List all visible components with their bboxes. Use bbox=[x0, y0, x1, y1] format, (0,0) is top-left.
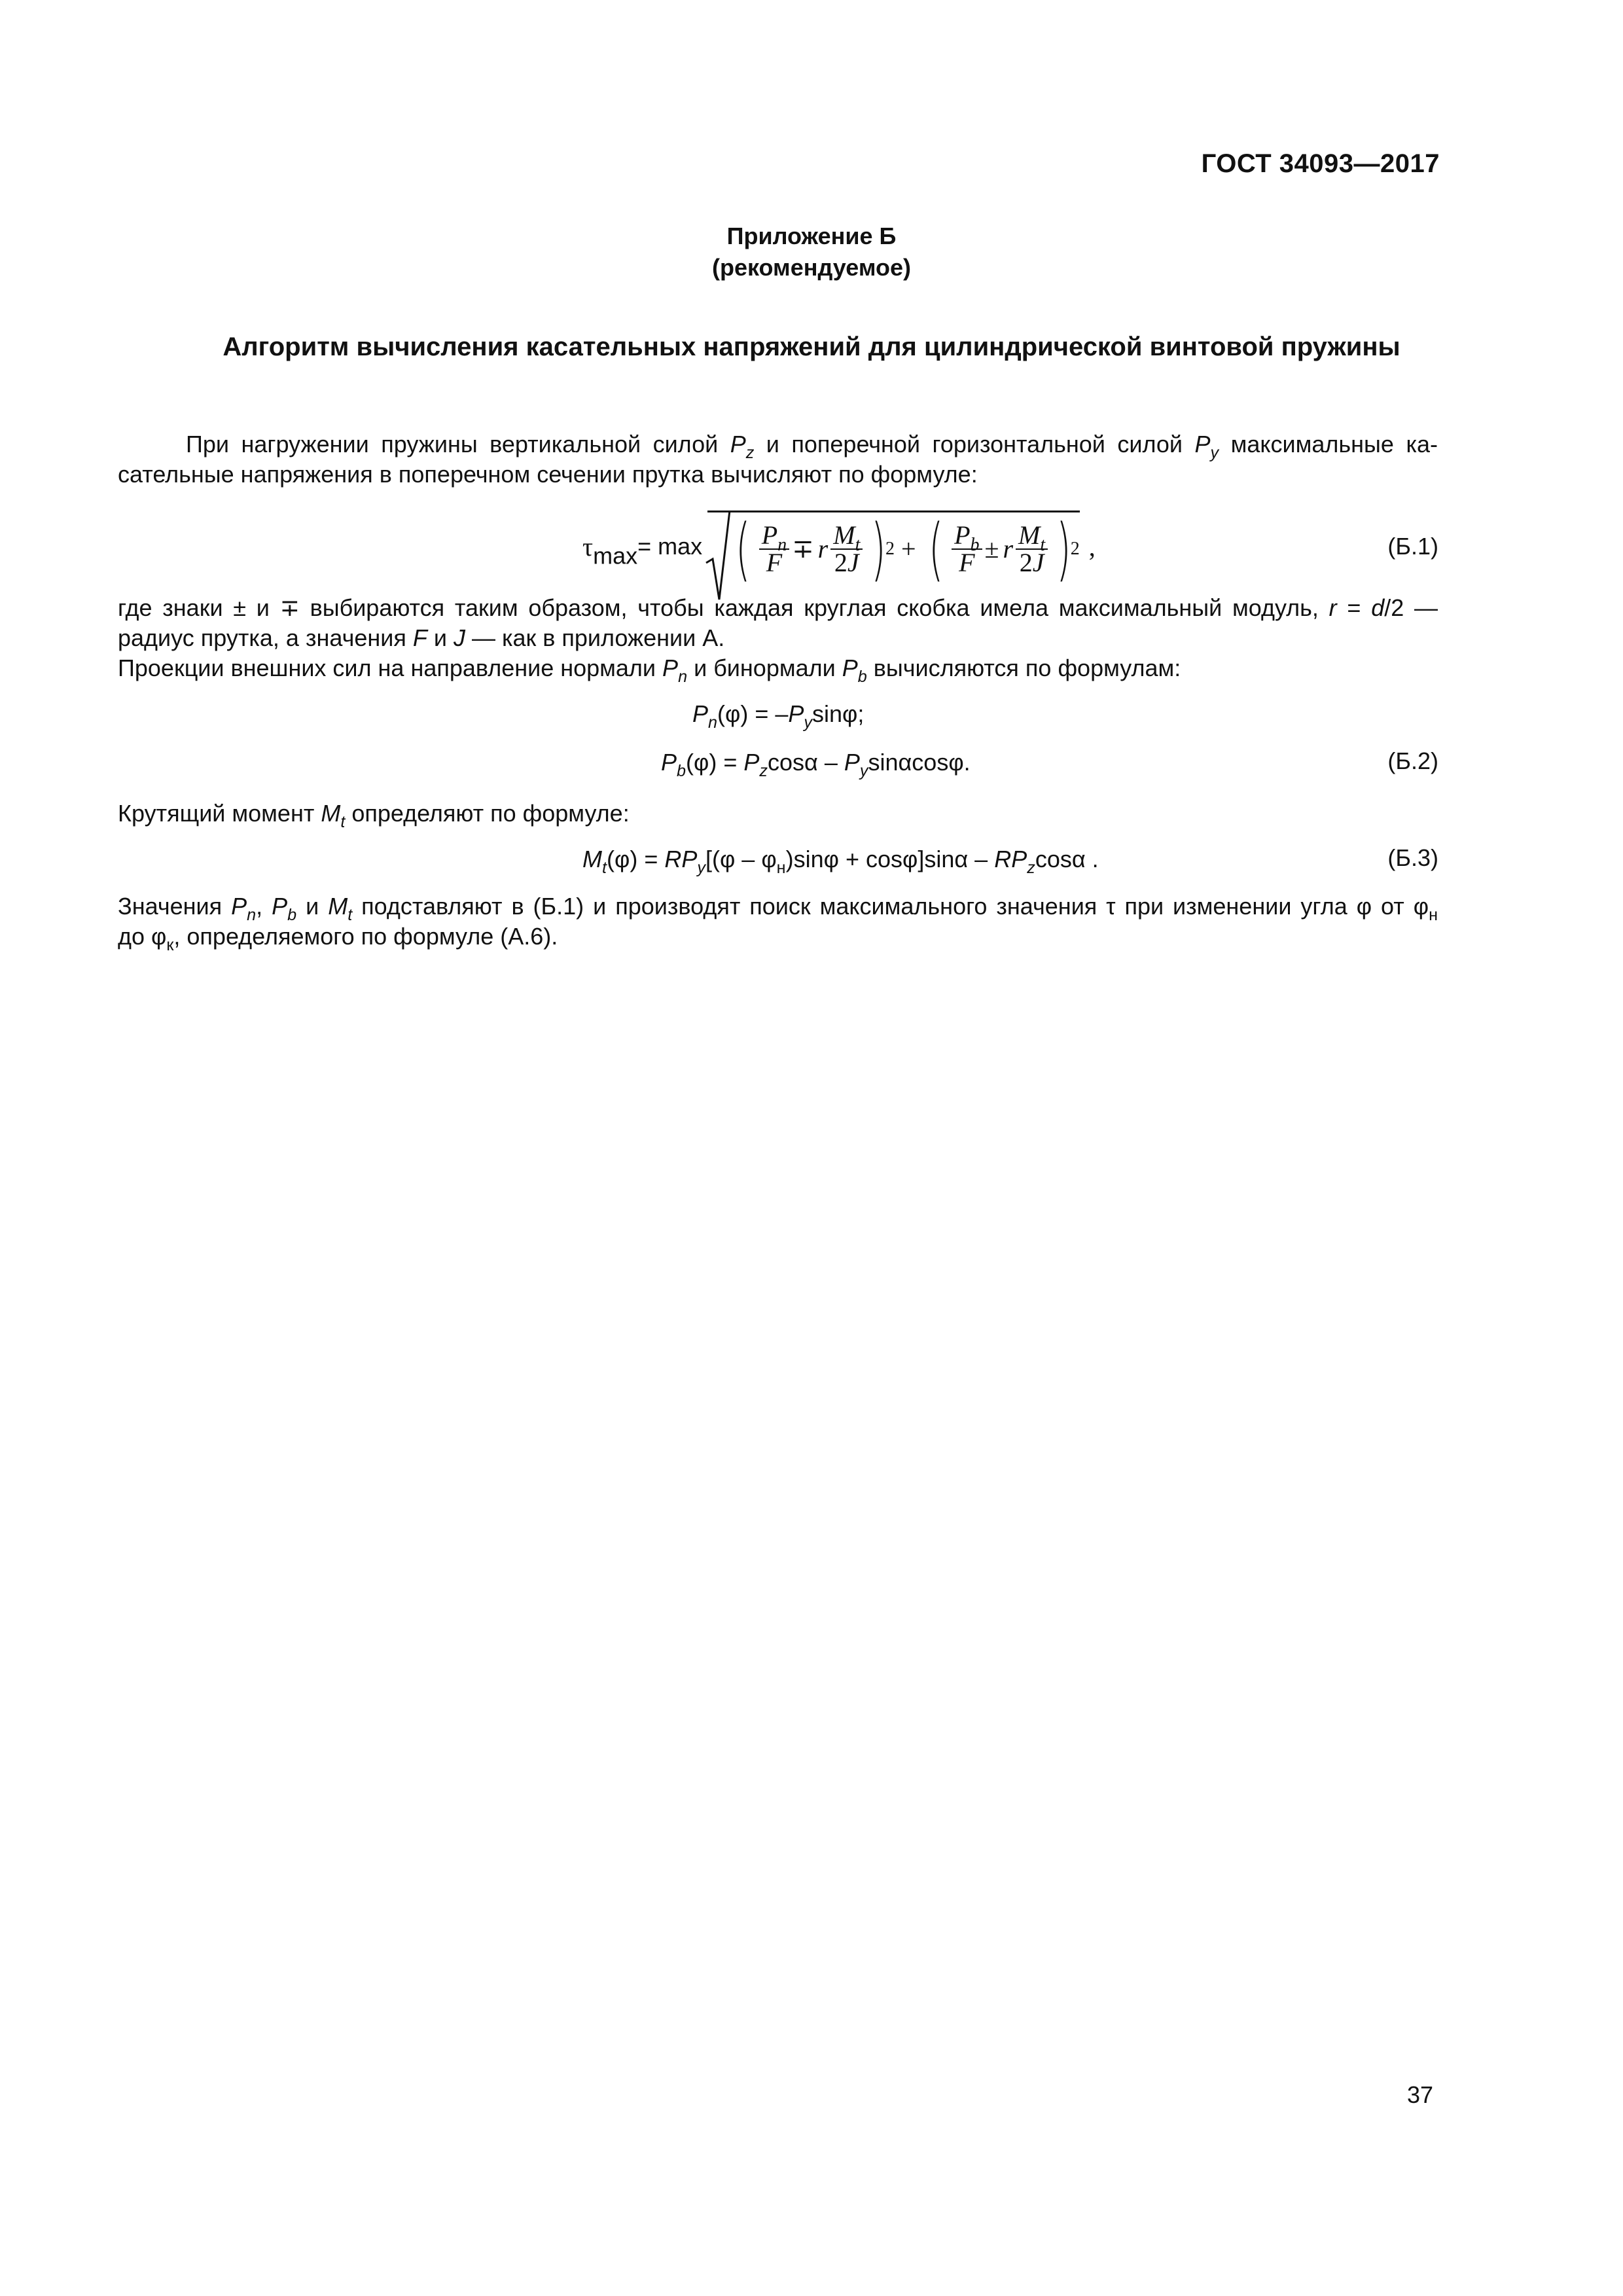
formula-b2-line-1: $P_n(\varphi) = -P_y\sin\varphi$; bbox=[692, 700, 865, 732]
standard-header: ГОСТ 34093—2017 bbox=[1201, 149, 1440, 178]
formula-b2-line-2: $P_b(\varphi) = P_z\cos\alpha - P_y\sin\alpha\cos\varphi$. bbox=[661, 749, 971, 780]
equation-number-b3: (Б.3) bbox=[1387, 844, 1438, 871]
final-line-2: до $\varphi_к$, определяемого по формуле (А.6). bbox=[118, 923, 558, 954]
formula-b3: $M_t(\varphi) = RP_y[(\varphi - \varphi_н)\sin\varphi + \cos\varphi]\sin\alpha - RP_z\cos\alpha$ . bbox=[582, 846, 1099, 877]
page-number: 37 bbox=[1406, 2081, 1433, 2108]
intro-line-2: сательные напряжения в поперечном сечении прутка вычисляют по формуле: bbox=[118, 461, 978, 488]
torque-line: Крутящий момент $M_t$ определяют по формуле: bbox=[118, 800, 630, 831]
equation-number-b1: (Б.1) bbox=[1387, 533, 1438, 560]
where-line-3: Проекции внешних сил на направление нормали $P_n$ и бинормали $P_b$ вычисляются по формулам: bbox=[118, 655, 1181, 686]
sqrt-sign: ( $\frac{P_n}{F}$ ∓ r $\frac{M_t}{2J}$ ) 2 + ( $\frac{P_b}{F}$ ± r $\frac{M_t}{2J}$ ) 2 bbox=[707, 511, 1080, 583]
appendix-status: (рекомендуемое) bbox=[712, 254, 911, 281]
appendix-label: Приложение Б bbox=[726, 223, 897, 249]
equation-number-b2: (Б.2) bbox=[1387, 747, 1438, 774]
final-line-1: Значения $P_n$, $P_b$ и $M_t$ подставляют в (Б.1) и производят поиск максимального значения τ при изменении угла φ от $\varphi_н$ bbox=[118, 893, 1438, 924]
where-line-2: радиус прутка, а значения F и J — как в приложении А. bbox=[118, 624, 725, 651]
where-line-1: где знаки ± и ∓ выбираются таким образом, чтобы каждая круглая скобка имела максимальный модуль, r = d/2 — bbox=[118, 594, 1438, 621]
intro-line-1: При нагружении пружины вертикальной силой $P_z$ и поперечной горизонтальной силой $P_y$ максимальные ка- bbox=[186, 431, 1438, 462]
appendix-title: Алгоритм вычисления касательных напряжений для цилиндрической винтовой пружины bbox=[223, 332, 1400, 361]
formula-b1: $\tau_{max}$ = max ( $\frac{P_n}{F}$ ∓ r $\frac{M_t}{2J}$ ) 2 + ( $\frac{P_b}{F}$ ± r $\frac{M_t}{2J}$ ) 2 , bbox=[582, 504, 1096, 589]
